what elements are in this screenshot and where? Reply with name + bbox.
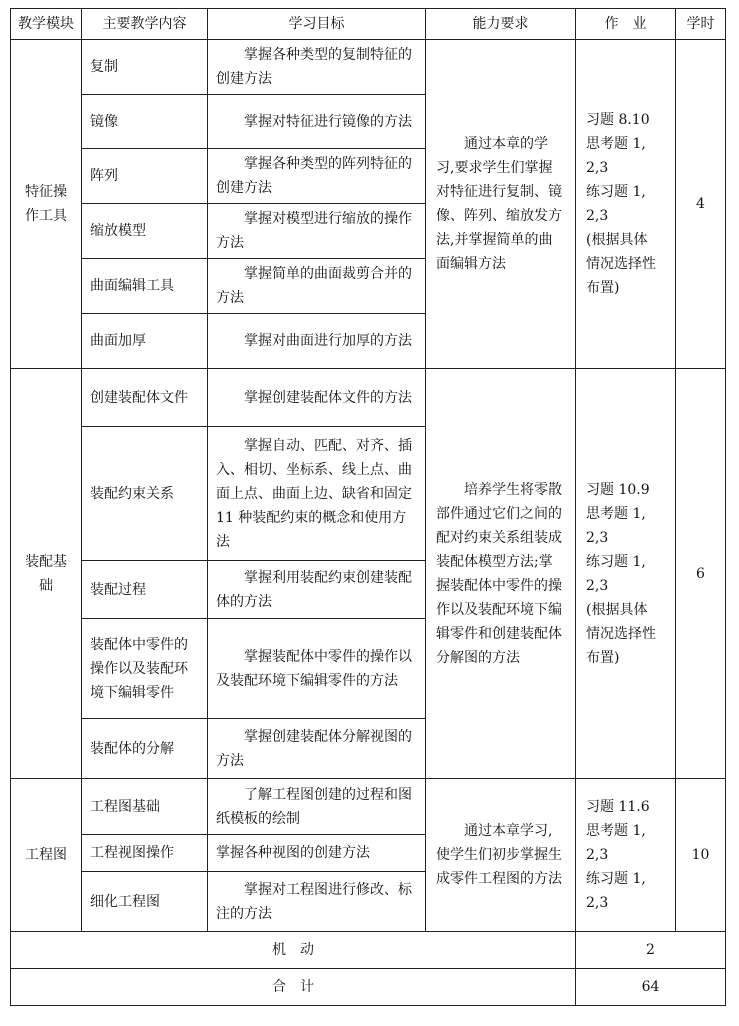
homework-line: 情况选择性 bbox=[586, 256, 656, 272]
homework-line: 2,3 bbox=[586, 847, 609, 863]
homework-line: 2,3 bbox=[586, 160, 609, 176]
homework-line: 思考题 1, bbox=[586, 136, 646, 152]
homework-line: 2,3 bbox=[586, 577, 609, 594]
content-cell: 工程视图操作 bbox=[82, 835, 208, 872]
header-ability: 能力要求 bbox=[426, 9, 576, 40]
ability-cell: 通过本章的学习,要求学生们掌握对特征进行复制、镜像、阵列、缩放发方法,并掌握简单的曲面编辑方法 bbox=[426, 40, 576, 369]
objective-cell: 掌握各种视图的创建方法 bbox=[208, 835, 426, 872]
homework-line: (根据具体 bbox=[586, 232, 648, 248]
homework-line: 2,3 bbox=[586, 208, 609, 224]
module-cell: 工程图 bbox=[11, 779, 82, 932]
footer-row-flex bbox=[11, 932, 726, 969]
content-cell: 复制 bbox=[82, 40, 208, 95]
objective-cell: 掌握对特征进行镜像的方法 bbox=[208, 95, 426, 149]
homework-line: 思考题 1, bbox=[586, 505, 646, 522]
objective-cell: 掌握简单的曲面裁剪合并的方法 bbox=[208, 259, 426, 314]
homework-line: 布置) bbox=[586, 280, 620, 296]
header-hours: 学时 bbox=[676, 9, 726, 40]
objective-cell: 掌握各种类型的复制特征的创建方法 bbox=[208, 40, 426, 95]
content-cell: 曲面编辑工具 bbox=[82, 259, 208, 314]
homework-line: 2,3 bbox=[586, 895, 609, 911]
header-module: 教学模块 bbox=[11, 9, 82, 40]
table-row bbox=[11, 40, 726, 95]
homework-line: 思考题 1, bbox=[586, 823, 646, 839]
homework-cell bbox=[576, 369, 676, 779]
header-content: 主要教学内容 bbox=[82, 9, 208, 40]
footer-row-total bbox=[11, 969, 726, 1006]
module-cell: 装配基础 bbox=[11, 369, 82, 779]
objective-cell: 掌握创建装配体分解视图的方法 bbox=[208, 719, 426, 779]
homework-line: 练习题 1, bbox=[586, 553, 646, 570]
content-cell: 细化工程图 bbox=[82, 872, 208, 932]
syllabus-table bbox=[10, 8, 726, 1006]
content-cell: 装配体的分解 bbox=[82, 719, 208, 779]
content-cell: 装配约束关系 bbox=[82, 427, 208, 561]
objective-cell: 掌握对工程图进行修改、标注的方法 bbox=[208, 872, 426, 932]
content-cell: 缩放模型 bbox=[82, 204, 208, 259]
hours-cell: 4 bbox=[676, 40, 726, 369]
header-homework: 作 业 bbox=[576, 9, 676, 40]
homework-line: 练习题 1, bbox=[586, 871, 646, 887]
objective-cell: 掌握对模型进行缩放的操作方法 bbox=[208, 204, 426, 259]
table-row bbox=[11, 369, 726, 427]
content-cell: 阵列 bbox=[82, 149, 208, 204]
homework-line: 布置) bbox=[586, 649, 620, 666]
content-cell: 镜像 bbox=[82, 95, 208, 149]
homework-line: (根据具体 bbox=[586, 601, 648, 618]
hours-cell: 6 bbox=[676, 369, 726, 779]
homework-line: 情况选择性 bbox=[586, 625, 656, 642]
content-cell: 工程图基础 bbox=[82, 779, 208, 835]
objective-cell: 掌握对曲面进行加厚的方法 bbox=[208, 314, 426, 369]
homework-line: 练习题 1, bbox=[586, 184, 646, 200]
table-row bbox=[11, 779, 726, 835]
objective-cell: 掌握创建装配体文件的方法 bbox=[208, 369, 426, 427]
header-row bbox=[11, 9, 726, 40]
header-objective: 学习目标 bbox=[208, 9, 426, 40]
objective-cell: 了解工程图创建的过程和图纸模板的绘制 bbox=[208, 779, 426, 835]
objective-cell: 掌握装配体中零件的操作以及装配环境下编辑零件的方法 bbox=[208, 619, 426, 719]
ability-cell: 通过本章学习,使学生们初步掌握生成零件工程图的方法 bbox=[426, 779, 576, 932]
footer-label: 合 计 bbox=[11, 969, 576, 1006]
objective-cell: 掌握自动、匹配、对齐、插入、相切、坐标系、线上点、曲面上点、曲面上边、缺省和固定 11 种装配约束的概念和使用方法 bbox=[208, 427, 426, 561]
footer-value: 2 bbox=[576, 932, 726, 969]
footer-value: 64 bbox=[576, 969, 726, 1006]
homework-line: 习题 8.10 bbox=[586, 112, 650, 128]
content-cell: 曲面加厚 bbox=[82, 314, 208, 369]
content-cell: 装配过程 bbox=[82, 561, 208, 619]
homework-cell bbox=[576, 779, 676, 932]
content-cell: 创建装配体文件 bbox=[82, 369, 208, 427]
homework-cell bbox=[576, 40, 676, 369]
content-cell: 装配体中零件的操作以及装配环境下编辑零件 bbox=[82, 619, 208, 719]
module-cell: 特征操作工具 bbox=[11, 40, 82, 369]
homework-line: 2,3 bbox=[586, 529, 609, 546]
footer-label: 机 动 bbox=[11, 932, 576, 969]
homework-line: 习题 10.9 bbox=[586, 481, 650, 498]
homework-line: 习题 11.6 bbox=[586, 799, 650, 815]
objective-cell: 掌握各种类型的阵列特征的创建方法 bbox=[208, 149, 426, 204]
ability-cell: 培养学生将零散部件通过它们之间的配对约束关系组装成装配体模型方法;掌握装配体中零件的操作以及装配环境下编辑零件和创建装配体分解图的方法 bbox=[426, 369, 576, 779]
objective-cell: 掌握利用装配约束创建装配体的方法 bbox=[208, 561, 426, 619]
hours-cell: 10 bbox=[676, 779, 726, 932]
